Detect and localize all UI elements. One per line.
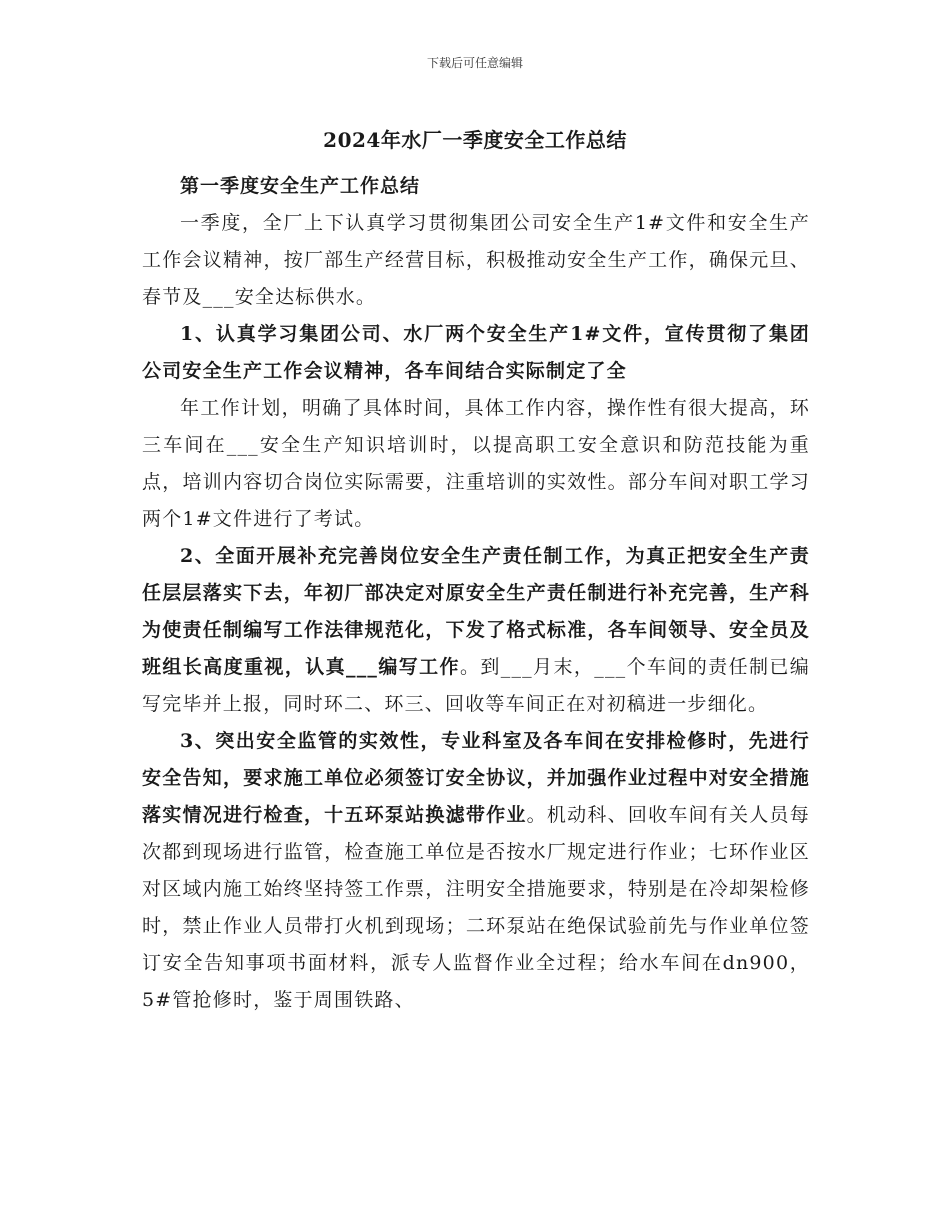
paragraph-1-body: 年工作计划，明确了具体时间，具体工作内容，操作性有很大提高，环三车间在___安全生产知识培训时，以提高职工安全意识和防范技能为重点，培训内容切合岗位实际需要，注重培训的实效性。部分车间对职工学习两个1#文件进行了考试。	[142, 397, 810, 530]
paragraph-3	[142, 723, 810, 1019]
section-subtitle: 第一季度安全生产工作总结	[180, 175, 421, 197]
page-header-note: 下载后可任意编辑	[426, 56, 523, 70]
paragraph-2	[142, 538, 810, 723]
paragraph-3-body: 。机动科、回收车间有关人员每次都到现场进行监管，检查施工单位是否按水厂规定进行作业；七环作业区对区域内施工始终坚持签工作票，注明安全措施要求，特别是在冷却架检修时，禁止作业人员带打火机到现场；二环泵站在绝保试验前先与作业单位签订安全告知事项书面材料，派专人监督作业全过程；给水车间在dn900，5#管抢修时，鉴于周围铁路、	[142, 804, 810, 1011]
document-body	[142, 168, 810, 1019]
paragraph-2-heading: 2、全面开展补充完善岗位安全生产责任制工作，为真正把安全生产责任层层落实下去，年初厂部决定对原安全生产责任制进行补充完善，生产科为使责任制编写工作法律规范化，下发了格式标准，各车间领导、安全员及班组长高度重视，认真___编写工作	[142, 545, 810, 678]
paragraph-2-body: 。到___月末，___个车间的责任制已编写完毕并上报，同时环二、环三、回收等车间正在对初稿进一步细化。	[142, 656, 810, 715]
paragraph-intro: 一季度，全厂上下认真学习贯彻集团公司安全生产1#文件和安全生产工作会议精神，按厂部生产经营目标，积极推动安全生产工作，确保元旦、春节及___安全达标供水。	[142, 212, 810, 308]
paragraph-1-heading: 1、认真学习集团公司、水厂两个安全生产1#文件，宣传贯彻了集团公司安全生产工作会议精神，各车间结合实际制定了全	[142, 323, 810, 382]
paragraph-3-heading: 3、突出安全监管的实效性，专业科室及各车间在安排检修时，先进行安全告知，要求施工单位必须签订安全协议，并加强作业过程中对安全措施落实情况进行检查，十五环泵站换滤带作业	[142, 730, 810, 826]
document-title: 2024年水厂一季度安全工作总结	[323, 128, 627, 152]
